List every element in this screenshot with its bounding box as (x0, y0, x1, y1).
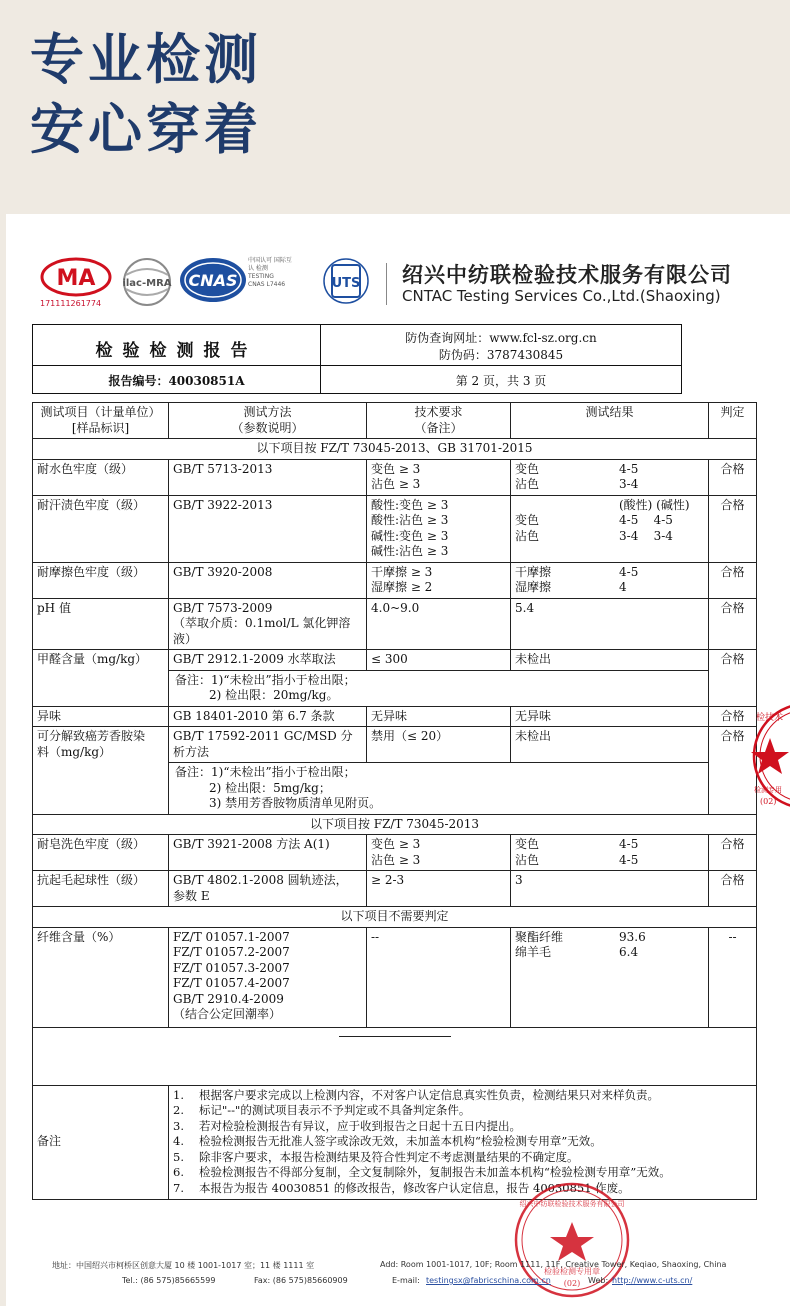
web-link[interactable]: http://www.c-uts.cn/ (612, 1276, 693, 1285)
blank-row (33, 1027, 757, 1085)
page-indicator: 第 2 页，共 3 页 (455, 374, 547, 388)
svg-text:检测专用: 检测专用 (754, 786, 782, 794)
list-item: 1. 根据客户要求完成以上检测内容，不对客户认定信息真实性负责，检测结果只对来样负责。 (173, 1087, 659, 1102)
uts-logo-icon (320, 255, 372, 311)
report-number: 报告编号：40030851A (108, 374, 245, 388)
table-row: 耐皂洗色牢度（级） GB/T 3921-2008 方法 A(1) 变色 ≥ 3 沾色 ≥ 3 变色 4-5 沾色 4-5 合格 (33, 835, 757, 871)
anti-fake-code: 防伪码：3787430845 (438, 348, 564, 362)
svg-text:绍兴中纺联检验技术服务有限公司: 绍兴中纺联检验技术服务有限公司 (519, 1200, 625, 1208)
ilac-mra-logo-icon (118, 257, 176, 307)
table-row: 耐水色牢度（级） GB/T 5713-2013 变色 ≥ 3 沾色 ≥ 3 变色 4-5 沾色 3-4 合格 (33, 459, 757, 495)
svg-text:MA: MA (56, 266, 96, 291)
remarks-list (173, 1088, 752, 1197)
hero-title-line2: 安心穿着 (30, 98, 262, 161)
cma-number: 171111261774 (40, 299, 102, 308)
cnas-caption: 中国认可 国际互认 检测 TESTING CNAS L7446 (248, 257, 292, 288)
company-name-cn: 绍兴中纺联检验技术服务有限公司 (402, 262, 732, 287)
list-item: 6. 检验检测报告不得部分复制，全文复制除外，复制报告未加盖本机构“检验检测专用章”无效。 (173, 1165, 671, 1180)
end-line (339, 1036, 451, 1037)
table-row: 甲醛含量（mg/kg） GB/T 2912.1-2009 水萃取法 ≤ 300 未检出 合格 (33, 650, 757, 671)
table-row: 纤维含量（%） FZ/T 01057.1-2007 FZ/T 01057.2-2007 FZ/T 01057.3-2007 FZ/T 01057.4-2007 GB/T 2910.4-2009 （结合公定回潮率） -- 聚酯纤维 93.6 绵羊毛 6.4 -- (33, 927, 757, 1027)
table-row: 耐摩擦色牢度（级） GB/T 3920-2008 干摩擦 ≥ 3 湿摩擦 ≥ 2 干摩擦 4-5 湿摩擦 4 合格 (33, 562, 757, 598)
svg-text:UTS: UTS (331, 276, 361, 291)
cma-logo-icon (40, 257, 112, 297)
section-header: 以下项目不需要判定 (33, 907, 757, 928)
section-header: 以下项目按 FZ/T 73045-2013 (33, 814, 757, 835)
table-header-row: 测试项目（计量单位） [样品标识] 测试方法 （参数说明） 技术要求 （备注） 测试结果 判定 (33, 403, 757, 439)
report-header-row2 (32, 366, 682, 394)
list-item: 5. 除非客户要求，本报告检测结果及符合性判定不考虑测量结果的不确定度。 (173, 1149, 579, 1164)
list-item: 2. 标记"--"的测试项目表示不予判定或不具备判定条件。 (173, 1103, 471, 1118)
svg-text:检技术: 检技术 (756, 713, 784, 723)
list-item: 3. 若对检验检测报告有异议，应于收到报告之日起十五日内提出。 (173, 1118, 521, 1133)
table-row: 异味 GB 18401-2010 第 6.7 条款 无异味 无异味 合格 (33, 706, 757, 727)
email-link[interactable]: testingsx@fabricschina.com.cn (426, 1276, 551, 1285)
svg-text:(02): (02) (563, 1279, 581, 1288)
logo-divider (386, 263, 387, 305)
hero-banner (0, 0, 790, 212)
table-row: 抗起毛起球性（级） GB/T 4802.1-2008 圆轨迹法， 参数 E ≥ 2-3 3 合格 (33, 871, 757, 907)
table-note-row: 备注：1)“未检出”指小于检出限； 2) 检出限：20mg/kg。 (33, 670, 757, 706)
svg-text:ilac-MRA: ilac-MRA (122, 278, 172, 289)
side-seal-stamp-icon (748, 700, 790, 810)
table-row: pH 值 GB/T 7573-2009 （萃取介质：0.1mol/L 氯化钾溶 液） 4.0~9.0 5.4 合格 (33, 598, 757, 650)
svg-text:检验检测专用章: 检验检测专用章 (544, 1267, 600, 1276)
cnas-logo-icon (178, 255, 248, 305)
report-header-row1 (32, 324, 682, 366)
list-item: 4. 检验检测报告无批准人签字或涂改无效，未加盖本机构“检验检测专用章”无效。 (173, 1134, 602, 1149)
test-results-table (32, 402, 757, 1200)
svg-text:CNAS: CNAS (188, 271, 238, 290)
query-url: 防伪查询网址：www.fcl-sz.org.cn (405, 331, 597, 345)
certification-logos (40, 255, 760, 315)
table-row: 可分解致癌芳香胺染 料（mg/kg） GB/T 17592-2011 GC/MSD 分 析方法 禁用（≤ 20） 未检出 合格 (33, 727, 757, 763)
remarks-row: 备注 1. 根据客户要求完成以上检测内容，不对客户认定信息真实性负责，检测结果只对来样负责。 2. 标记"--"的测试项目表示不予判定或不具备判定条件。 3. 若对检验检测报告有异议，应于收到报告之日起十五日内提出。 4. 检验检测报告无批准人签字或涂改无效，未加盖本机构“检验检测专用章”无效。 5. 除非客户要求，本报告检测结果及符合性判定不考虑测量结果的不确定度。 6. 检验检测报告不得部分复制，全文复制除外，复制报告未加盖本机构“检验检测专用章”无效。 7. 本报告为报告 40030851 的修改报告，修改客户认定信息，报告 40030851 作废。 (33, 1085, 757, 1199)
list-item: 7. 本报告为报告 40030851 的修改报告，修改客户认定信息，报告 40030851 作废。 (173, 1181, 630, 1196)
report-title: 检验检测报告 (95, 341, 258, 361)
table-row: 耐汗渍色牢度（级） GB/T 3922-2013 酸性:变色 ≥ 3 酸性:沾色 ≥ 3 碱性:变色 ≥ 3 碱性:沾色 ≥ 3 (酸性) (碱性) 变色 4-5 4-5 沾色 3-4 3-4 合格 (33, 495, 757, 562)
section-header: 以下项目按 FZ/T 73045-2013、GB 31701-2015 (33, 439, 757, 460)
table-note-row: 备注：1)“未检出”指小于检出限； 2) 检出限：5mg/kg； 3) 禁用芳香胺物质清单见附页。 (33, 763, 757, 815)
svg-text:(02): (02) (760, 797, 777, 806)
hero-title-line1: 专业检测 (30, 28, 262, 91)
company-name-en: CNTAC Testing Services Co.,Ltd.(Shaoxing) (402, 287, 721, 305)
